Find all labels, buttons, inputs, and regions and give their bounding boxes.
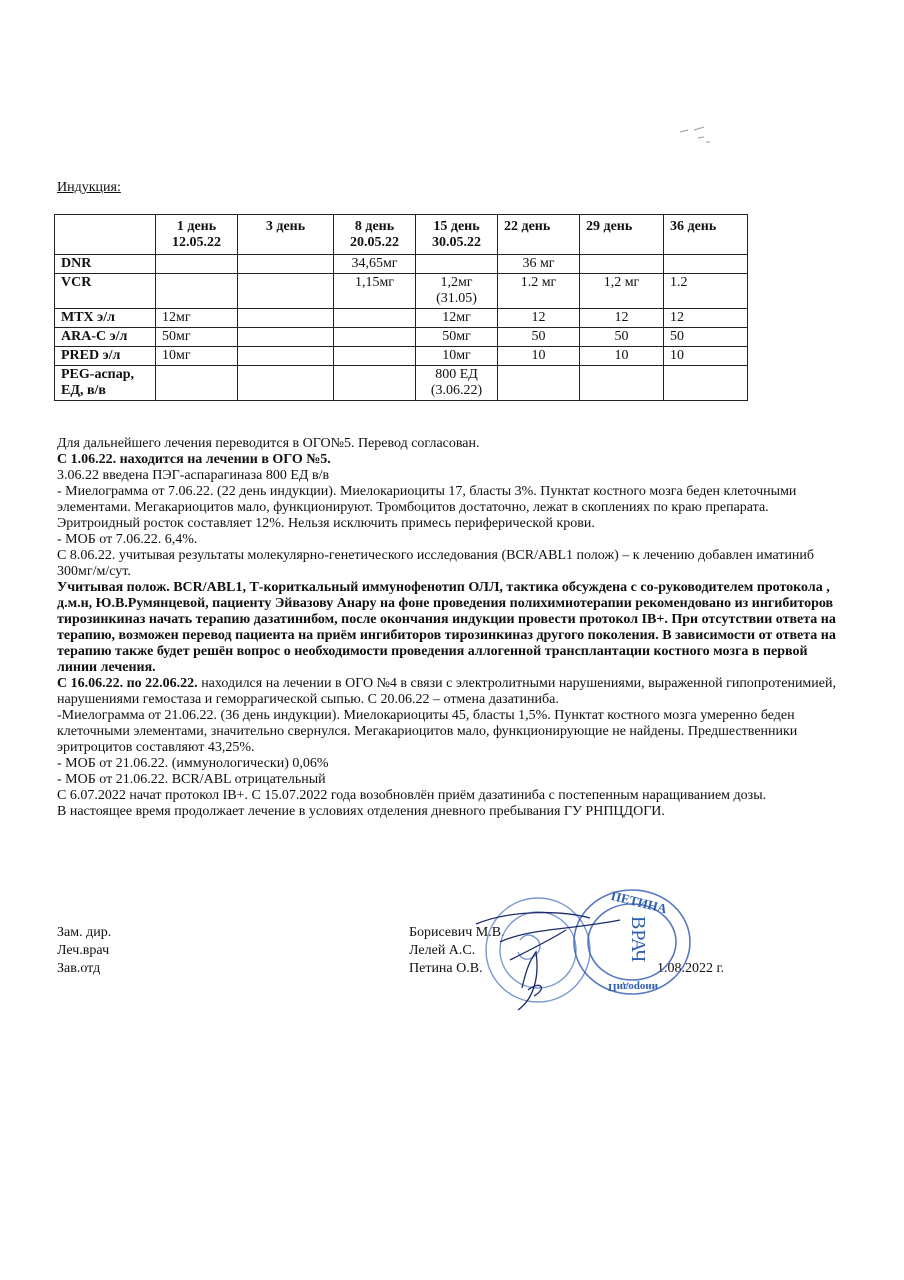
table-row	[55, 328, 748, 347]
table-cell: 800 ЕД (3.06.22)	[416, 366, 498, 401]
table-cell: 12	[498, 309, 580, 328]
table-cell	[334, 309, 416, 328]
paragraph: С 1.06.22. находится на лечении в ОГО №5.	[57, 452, 331, 467]
table-header-cell: 3 день	[238, 215, 334, 255]
signature-row	[57, 942, 847, 960]
drug-name: VCR	[55, 274, 156, 309]
table-cell: 10мг	[416, 347, 498, 366]
drug-name: PRED э/л	[55, 347, 156, 366]
table-cell	[580, 255, 664, 274]
table-header-cell: 1 день 12.05.22	[156, 215, 238, 255]
signature-name: Петина О.В.	[409, 961, 483, 976]
table-row	[55, 366, 748, 401]
table-header-cell: 29 день	[580, 215, 664, 255]
paragraph-text: находился на лечении в ОГО №4 в связи с электролитными нарушениями, выраженной гипопротенимией, нарушениями гемостаза и геморрагической сыпью. С 20.06.22 – отмена дазатиниба.	[57, 676, 836, 707]
table-cell: 50мг	[416, 328, 498, 347]
table-row	[55, 347, 748, 366]
table-cell: 12	[664, 309, 748, 328]
drug-name: PEG-аспар, ЕД, в/в	[55, 366, 156, 401]
paragraph: В настоящее время продолжает лечение в условиях отделения дневного пребывания ГУ РНПЦДОГИ.	[57, 804, 665, 819]
table-header-cell: 8 день 20.05.22	[334, 215, 416, 255]
paragraph: - Миелограмма от 7.06.22. (22 день индукции). Миелокариоциты 17, бласты 3%. Пунктат костного мозга беден клеточными элементами. Мегакариоцитов мало, функционируют. Тромбоцитов достаточно, лежат в скоплениях по краю препарата. Эритроидный росток составляет 12%. Нельзя исключить примесь периферической крови.	[57, 484, 797, 531]
table-row	[55, 309, 748, 328]
table-cell	[498, 366, 580, 401]
table-cell: 1.2	[664, 274, 748, 309]
table-cell: 10	[664, 347, 748, 366]
table-cell	[238, 255, 334, 274]
table-cell	[334, 366, 416, 401]
table-header-cell	[55, 215, 156, 255]
table-cell: 12	[580, 309, 664, 328]
paragraph: - МОБ от 21.06.22. (иммунологически) 0,06%	[57, 756, 329, 771]
paragraph: С 8.06.22. учитывая результаты молекулярно-генетического исследования (BCR/ABL1 полож) – к лечению добавлен иматиниб 300мг/м/сут.	[57, 548, 815, 579]
table-header-cell: 15 день 30.05.22	[416, 215, 498, 255]
paragraph: - МОБ от 21.06.22. BCR/ABL отрицательный	[57, 772, 326, 787]
stamp-top-text: ПЕТИНА	[609, 887, 669, 917]
table-cell: 50	[580, 328, 664, 347]
paragraph: Для дальнейшего лечения переводится в ОГО№5. Перевод согласован.	[57, 436, 480, 451]
paragraph	[57, 676, 847, 708]
signature-role: Леч.врач	[57, 943, 110, 958]
table-cell: 50	[664, 328, 748, 347]
handwritten-signature	[476, 913, 620, 1010]
table-cell: 12мг	[156, 309, 238, 328]
table-cell	[156, 274, 238, 309]
signature-name: Лелей А.С.	[409, 943, 476, 958]
table-cell: 12мг	[416, 309, 498, 328]
table-cell: 1.2 мг	[498, 274, 580, 309]
induction-table	[54, 214, 748, 401]
table-header-cell: 36 день	[664, 215, 748, 255]
stamp-middle-text: ВРАЧ	[627, 916, 649, 963]
table-row	[55, 255, 748, 274]
paragraph: 3.06.22 введена ПЭГ-аспарагиназа 800 ЕД в/в	[57, 468, 330, 483]
table-cell: 50	[498, 328, 580, 347]
signature-name: Борисевич М.В.	[409, 925, 505, 940]
table-cell	[238, 274, 334, 309]
table-cell	[416, 255, 498, 274]
stamp-bottom-text: инородиП	[608, 981, 658, 993]
signature-row	[57, 924, 847, 942]
table-cell	[334, 347, 416, 366]
doctor-stamp	[470, 880, 700, 1030]
table-cell	[238, 309, 334, 328]
paragraph: Учитывая полож. BCR/ABL1, Т-кориткальный иммунофенотип ОЛЛ, тактика обсуждена с со-руководителем протокола , д.м.н, Ю.В.Румянцевой, пациенту Эйвазову Анару на фоне проведения полихимиотерапии рекомендовано из ингибиторов тирозинкиназ начать терапию дазатинибом, после окончания индукции провести протокол IB+. При отсутствии ответа на терапию, возможен перевод пациента на приём ингибиторов тирозинкиназ другого поколения. В зависимости от ответа на терапию также будет решён вопрос о необходимости проведения аллогенной трансплантации костного мозга в первой линии лечения.	[57, 580, 836, 675]
table-cell	[664, 366, 748, 401]
table-header-row	[55, 215, 748, 255]
document-date: 1.08.2022 г.	[657, 961, 725, 976]
table-cell: 10	[580, 347, 664, 366]
pen-mark	[676, 120, 716, 150]
paragraph: С 6.07.2022 начат протокол IB+. С 15.07.2022 года возобновлён приём дазатиниба с постепенным наращиванием дозы.	[57, 788, 767, 803]
table-cell	[664, 255, 748, 274]
table-row	[55, 274, 748, 309]
table-cell: 1,15мг	[334, 274, 416, 309]
document-body	[57, 436, 847, 820]
drug-name: DNR	[55, 255, 156, 274]
table-cell	[156, 366, 238, 401]
table-cell: 10	[498, 347, 580, 366]
table-cell	[334, 328, 416, 347]
table-cell: 34,65мг	[334, 255, 416, 274]
paragraph-date-range: С 16.06.22. по 22.06.22.	[57, 676, 198, 691]
table-cell	[238, 366, 334, 401]
table-cell: 1,2 мг	[580, 274, 664, 309]
table-header-cell: 22 день	[498, 215, 580, 255]
section-title: Индукция:	[57, 180, 121, 195]
drug-name: ARA-C э/л	[55, 328, 156, 347]
paragraph: -Миелограмма от 21.06.22. (36 день индукции). Миелокариоциты 45, бласты 1,5%. Пунктат костного мозга умеренно беден клеточными элементами, значительно свернулся. Мегакариоцитов мало, функционирующие не найдены. Предшественники эритроцитов составляют 43,25%.	[57, 708, 798, 755]
table-cell	[156, 255, 238, 274]
table-cell: 10мг	[156, 347, 238, 366]
table-cell	[580, 366, 664, 401]
signature-row	[57, 960, 847, 978]
table-cell	[238, 328, 334, 347]
drug-name: MTX э/л	[55, 309, 156, 328]
table-cell: 50мг	[156, 328, 238, 347]
table-cell: 36 мг	[498, 255, 580, 274]
table-cell	[238, 347, 334, 366]
signature-block	[57, 924, 847, 978]
signature-role: Зав.отд	[57, 961, 101, 976]
paragraph: - МОБ от 7.06.22. 6,4%.	[57, 532, 198, 547]
signature-role: Зам. дир.	[57, 925, 112, 940]
table-cell: 1,2мг (31.05)	[416, 274, 498, 309]
